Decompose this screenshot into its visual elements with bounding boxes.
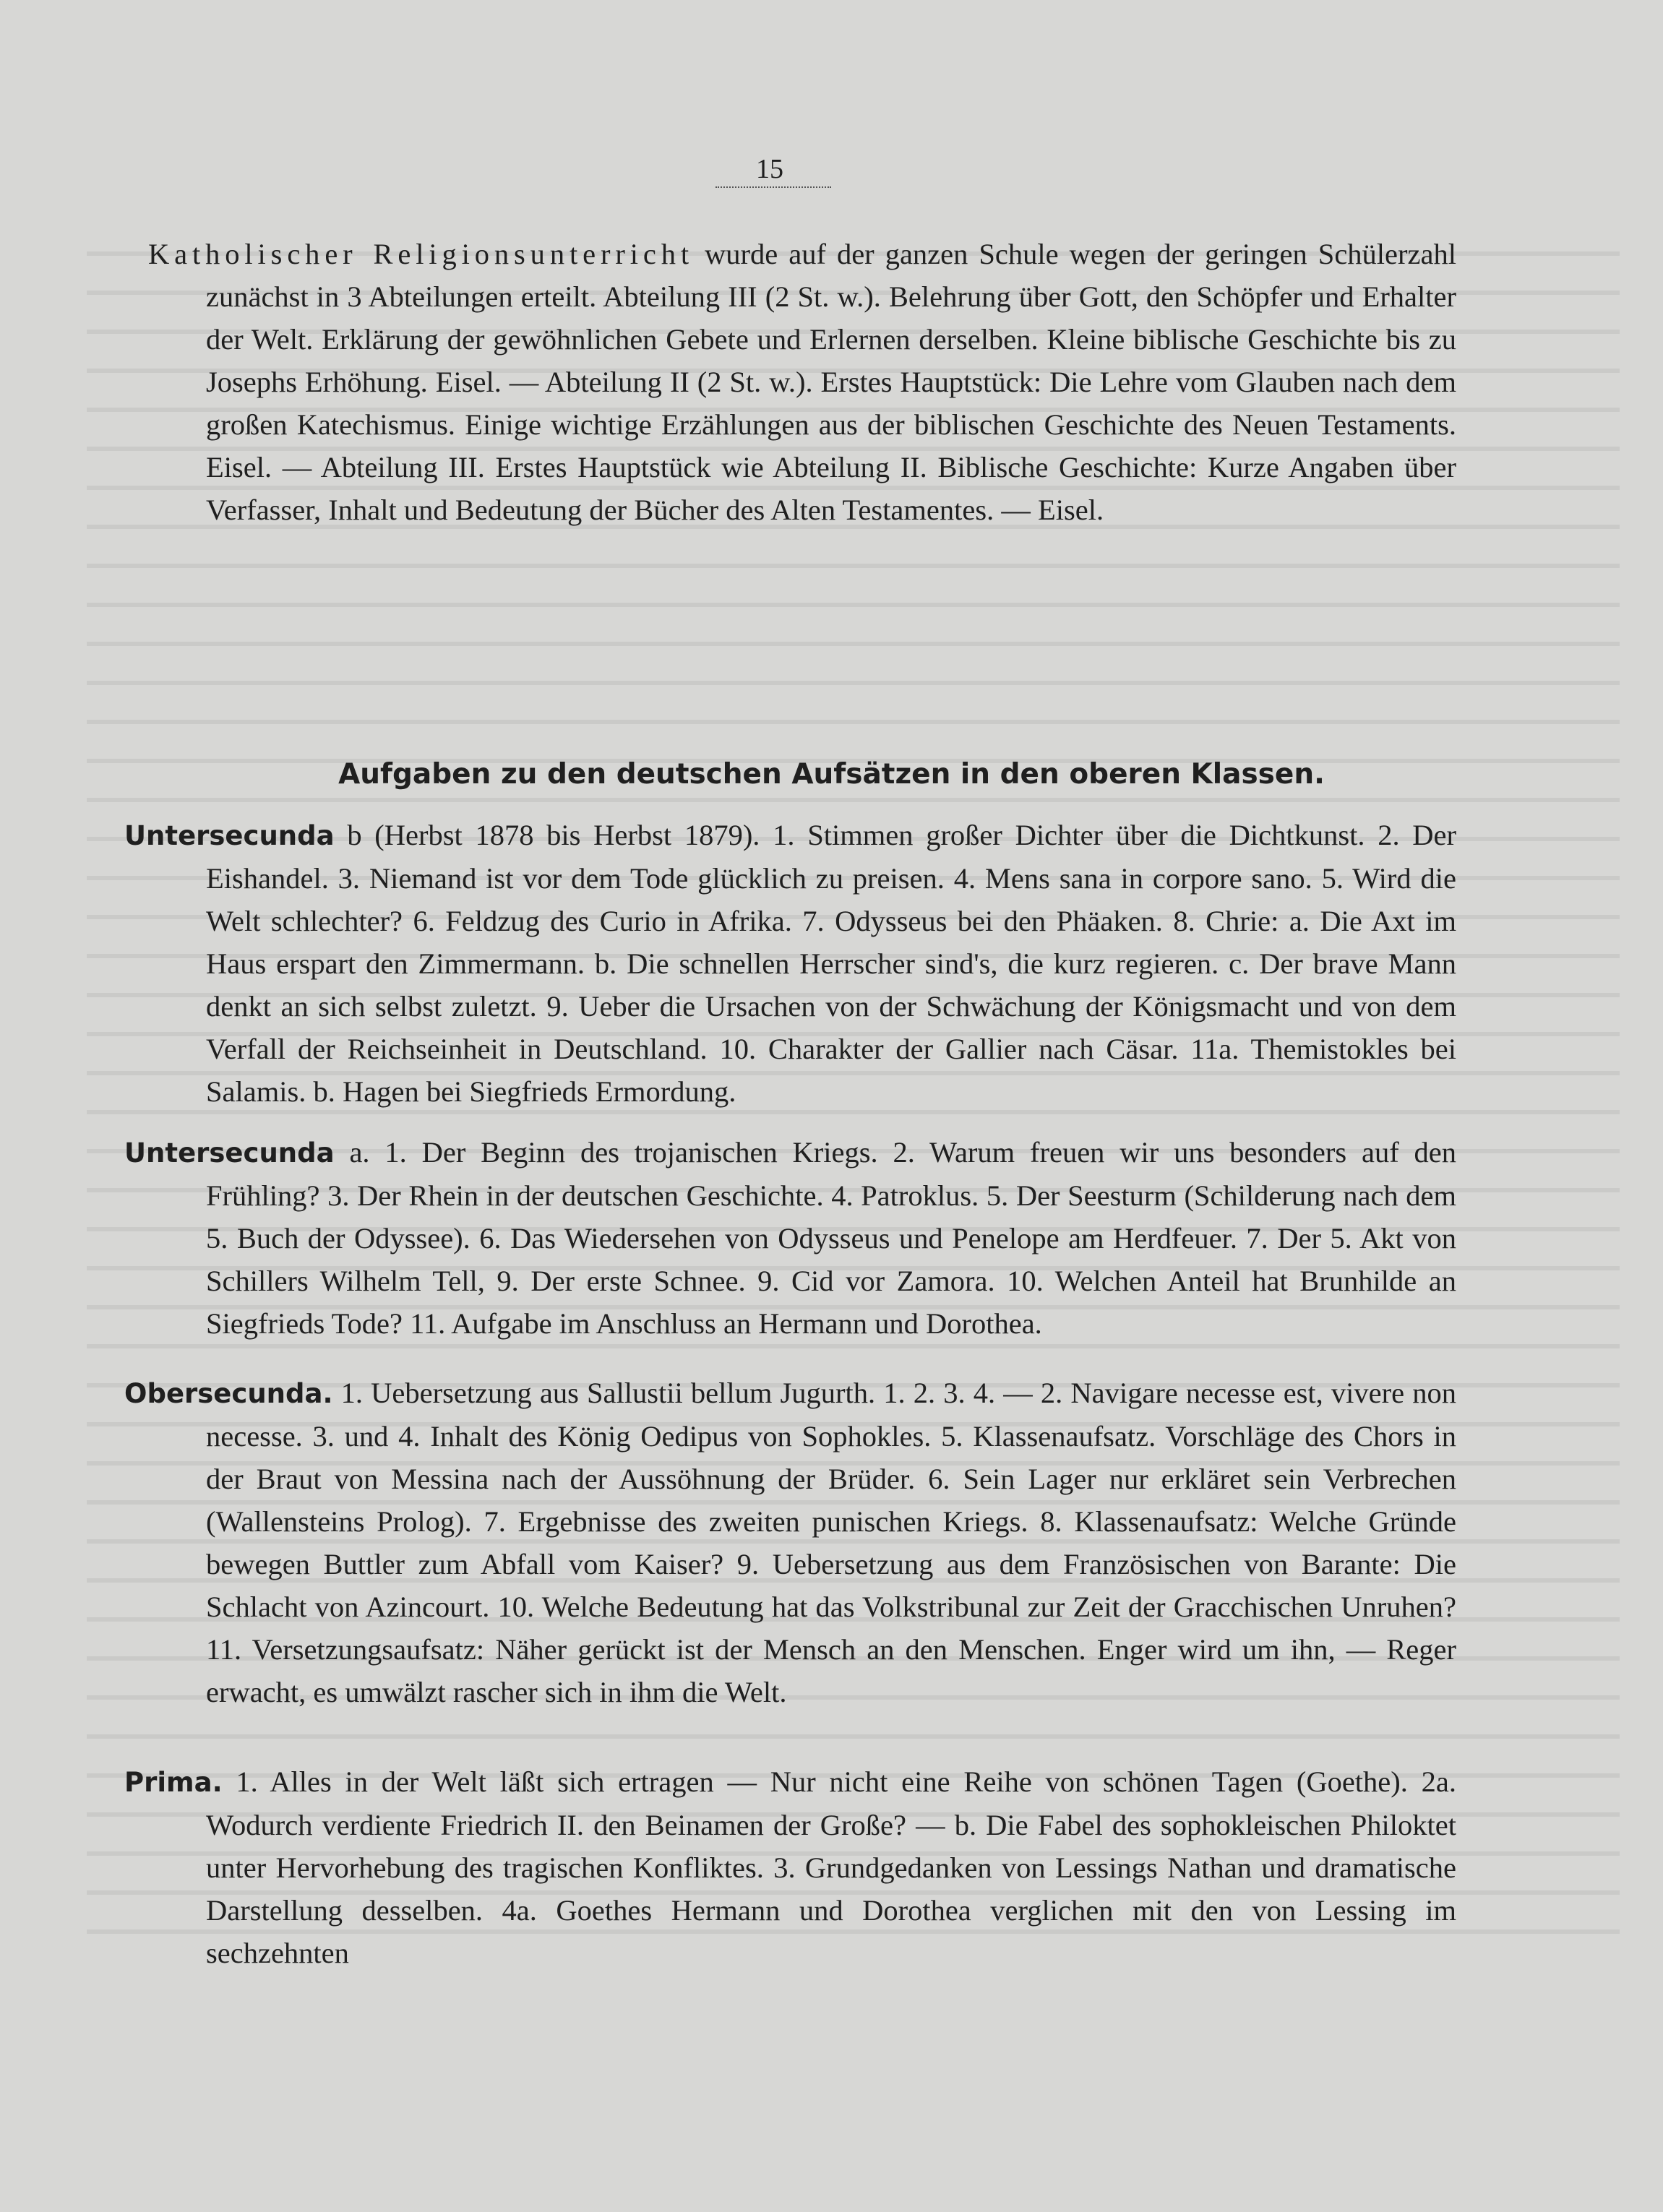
untersecunda-b-text: b (Herbst 1878 bis Herbst 1879). 1. Stimmen großer Dichter über die Dichtkunst. 2. Der Eishandel. 3. Niemand ist vor dem Tode glücklich zu preisen. 4. Mens sana in corpore sano. 5. Wird die Welt schlechter? 6. Feldzug des Curio in Afrika. 7. Odysseus bei den Phäaken. 8. Chrie: a. Die Axt im Haus erspart den Zimmermann. b. Die schnellen Herrscher sind's, die kurz regieren. c. Der brave Mann denkt an sich selbst zuletzt. 9. Ueber die Ursachen von der Schwächung der Königsmacht und von dem Verfall der Reichseinheit in Deutschland. 10. Charakter der Gallier nach Cäsar. 11a. Themistokles bei Salamis. b. Hagen bei Siegfrieds Ermordung. (206, 819, 1456, 1108)
obersecunda-text: 1. Uebersetzung aus Sallustii bellum Jugurth. 1. 2. 3. 4. — 2. Navigare necesse est, vivere non necesse. 3. und 4. Inhalt des König Oedipus von Sophokles. 5. Klassenaufsatz. Vorschläge des Chors in der Braut von Messina nach der Aussöhnung der Brüder. 6. Sein Lager nur erkläret sein Verbrechen (Wallensteins Prolog). 7. Ergebnisse des zweiten punischen Kriegs. 8. Klassenaufsatz: Welche Gründe bewegen Buttler zum Abfall vom Kaiser? 9. Uebersetzung aus dem Französischen von Barante: Die Schlacht von Azincourt. 10. Welche Bedeutung hat das Volkstribunal zur Zeit der Gracchischen Unruhen? 11. Versetzungsaufsatz: Näher gerückt ist der Mensch an den Menschen. Enger wird um ihn, — Reger erwacht, es umwälzt rascher sich in ihm die Welt. (206, 1377, 1456, 1708)
untersecunda-a-text: a. 1. Der Beginn des trojanischen Kriegs. 2. Warum freuen wir uns besonders auf den Frühling? 3. Der Rhein in der deutschen Geschichte. 4. Patroklus. 5. Der Seesturm (Schilderung nach dem 5. Buch der Odyssee). 6. Das Wiedersehen von Odysseus und Penelope am Herdfeuer. 7. Der 5. Akt von Schillers Wilhelm Tell, 9. Der erste Schnee. 9. Cid vor Zamora. 10. Welchen Anteil hat Brunhilde an Siegfrieds Tode? 11. Aufgabe im Anschluss an Hermann und Dorothea. (206, 1136, 1456, 1340)
page-number: 15 (756, 154, 783, 184)
prima-paragraph (124, 1760, 1456, 1974)
prima-text: 1. Alles in der Welt läßt sich ertragen — Nur nicht eine Reihe von schönen Tagen (Goethe). 2a. Wodurch verdiente Friedrich II. den Beinamen der Große? — b. Die Fabel des sophokleischen Philoktet unter Hervorhebung des tragischen Konfliktes. 3. Grundgedanken von Lessings Nathan und dramatische Darstellung desselben. 4a. Goethes Hermann und Dorothea verglichen mit den von Lessing im sechzehnten (206, 1765, 1456, 1969)
religion-lead: Katholischer Religionsunterricht (148, 238, 694, 270)
religion-text: wurde auf der ganzen Schule wegen der geringen Schülerzahl zunächst in 3 Abteilungen erteilt. Abteilung III (2 St. w.). Belehrung über Gott, den Schöpfer und Erhalter der Welt. Erklärung der gewöhnlichen Gebete und Erlernen derselben. Kleine biblische Geschichte bis zu Josephs Erhöhung. Eisel. — Abteilung II (2 St. w.). Erstes Hauptstück: Die Lehre vom Glauben nach dem großen Katechismus. Einige wichtige Erzählungen aus der biblischen Geschichte des Neuen Testaments. Eisel. — Abteilung III. Erstes Hauptstück wie Abteilung II. Biblische Geschichte: Kurze Angaben über Verfasser, Inhalt und Bedeutung der Bücher des Alten Testamentes. — Eisel. (206, 238, 1456, 526)
religion-paragraph (148, 233, 1456, 531)
page-number-rule (716, 186, 831, 188)
prima-label: Prima. (124, 1767, 223, 1798)
section-heading: Aufgaben zu den deutschen Aufsätzen in den oberen Klassen. (338, 758, 1325, 791)
obersecunda-paragraph (124, 1372, 1456, 1713)
untersecunda-a-label: Untersecunda (124, 1137, 335, 1169)
untersecunda-a-paragraph (124, 1131, 1456, 1345)
untersecunda-b-paragraph (124, 814, 1456, 1113)
obersecunda-label: Obersecunda. (124, 1378, 333, 1409)
untersecunda-b-label: Untersecunda (124, 820, 335, 851)
